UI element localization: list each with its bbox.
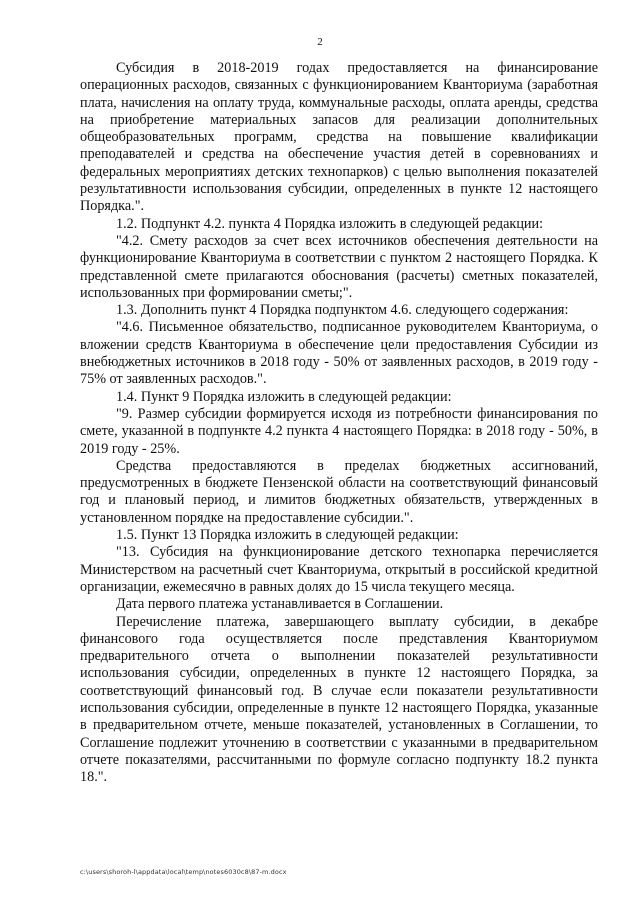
paragraph-subsidy-purpose: Субсидия в 2018-2019 годах предоставляется на финансирование операционных расходов, связанных с функционированием Кванториума (заработная плата, начисления на оплату труда, коммунальные расходы, оплата аренды, средства на приобретение материальных запасов для реализации дополнительных общеобразовательных программ, средства на повышение квалификации преподавателей и средства на обеспечение участия детей в соревнованиях и федеральных мероприятиях детских технопарков) с целью выполнения показателей результативности использования субсидии, определенных в пункте 12 настоящего Порядка.". [80,60,598,215]
paragraph-amendment-1-3: 1.3. Дополнить пункт 4 Порядка подпунктом 4.6. следующего содержания: [116,302,569,319]
file-path-footer: c:\users\shoroh-l\appdata\local\temp\notes6030c8\87-m.docx [80,868,287,876]
paragraph-clause-13: "13. Субсидия на функционирование детского технопарка перечисляется Министерством на расчетный счет Кванториума, открытый в российской кредитной организации, ежемесячно в равных долях до 15 числа текущего месяца. [80,544,598,595]
paragraph-amendment-1-5: 1.5. Пункт 13 Порядка изложить в следующей редакции: [116,527,459,544]
document-body [80,60,598,786]
paragraph-amendment-1-2: 1.2. Подпункт 4.2. пункта 4 Порядка изложить в следующей редакции: [116,215,544,232]
page-number: 2 [317,36,323,48]
paragraph-amendment-1-4: 1.4. Пункт 9 Порядка изложить в следующей редакции: [116,388,452,405]
paragraph-clause-4-6: "4.6. Письменное обязательство, подписанное руководителем Кванториума, о вложении средств Кванториума в обеспечение цели предоставления Субсидии из внебюджетных источников в 2018 году - 50% от заявленных расходов, в 2019 году - 75% от заявленных расходов.". [80,319,598,388]
paragraph-clause-4-2: "4.2. Смету расходов за счет всех источников обеспечения деятельности на функционирование Кванториума в соответствии с пунктом 2 настоящего Порядка. К представленной смете прилагаются обоснования (расчеты) сметных показателей, использованных при формировании сметы;". [80,232,598,301]
paragraph-budget-allocations: Средства предоставляются в пределах бюджетных ассигнований, предусмотренных в бюджете Пензенской области на соответствующий финансовый год и плановый период, и лимитов бюджетных обязательств, утвержденных в установленном порядке на предоставление субсидии.". [80,457,598,526]
paragraph-first-payment-date: Дата первого платежа устанавливается в Соглашении. [116,596,444,613]
paragraph-final-payment: Перечисление платежа, завершающего выплату субсидии, в декабре финансового года осуществляется после представления Кванториумом предварительного отчета о выполнении показателей результативности использования субсидии, определенных в пункте 12 настоящего Порядка, за соответствующий финансовый год. В случае если показатели результативности использования субсидии, определенные в пункте 12 настоящего Порядка, указанные в предварительном отчете, меньше показателей, установленных в Соглашении, то Соглашение подлежит уточнению в соответствии с указанными в предварительном отчете показателями, рассчитанными по формуле согласно подпункту 18.2 пункта 18.". [80,613,598,786]
paragraph-clause-9: "9. Размер субсидии формируется исходя из потребности финансирования по смете, указанной в подпункте 4.2 пункта 4 настоящего Порядка: в 2018 году - 50%, в 2019 году - 25%. [80,405,598,457]
